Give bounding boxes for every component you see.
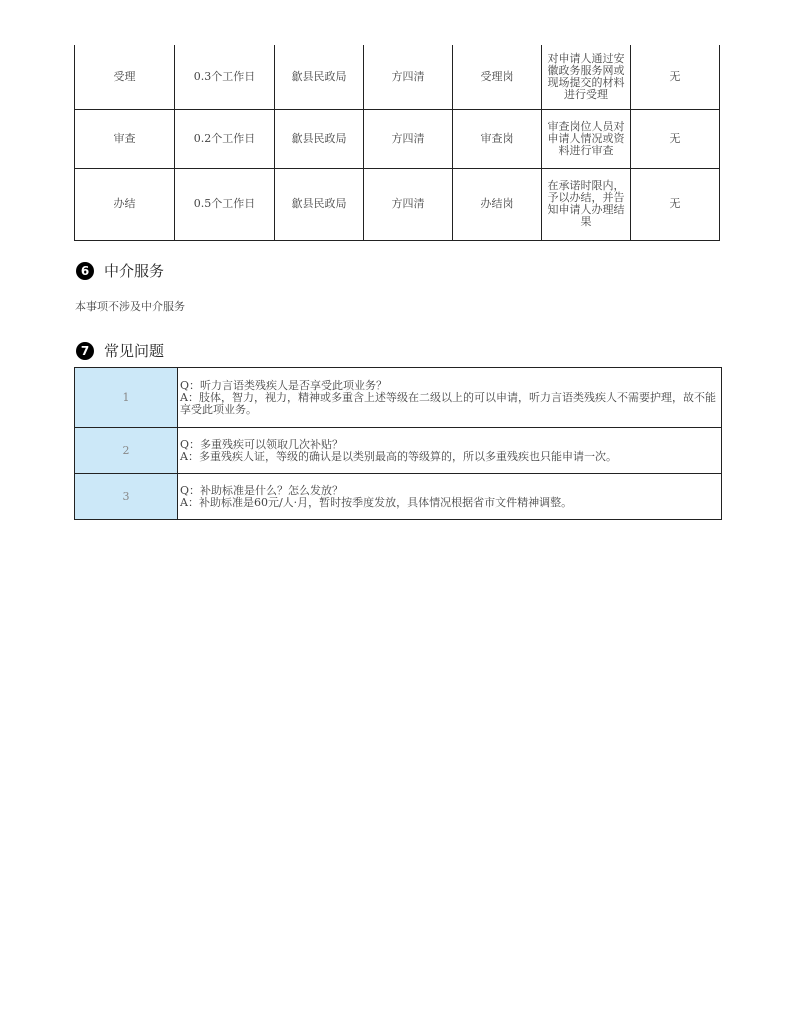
- other-cell: 无: [631, 168, 720, 240]
- faq-index: 3: [75, 474, 178, 520]
- step-cell: 受理: [75, 45, 175, 109]
- faq-content: [178, 368, 722, 428]
- post-cell: 办结岗: [453, 168, 542, 240]
- faq-row: [75, 368, 722, 428]
- section-title: 常见问题: [104, 342, 165, 360]
- faq-question: Q：听力言语类残疾人是否享受此项业务？: [180, 378, 388, 392]
- desc-cell: 审查岗位人员对申请人情况或资料进行审查: [542, 109, 631, 168]
- section-title: 中介服务: [104, 262, 165, 280]
- faq-index: 1: [75, 368, 178, 428]
- faq-row: [75, 474, 722, 520]
- person-cell: 方四清: [364, 45, 453, 109]
- dept-cell: 歙县民政局: [275, 168, 364, 240]
- table-row: [75, 45, 720, 109]
- desc-cell: 在承诺时限内，予以办结，并告知申请人办理结果: [542, 168, 631, 240]
- faq-answer: A：多重残疾人证，等级的确认是以类别最高的等级算的，所以多重残疾也只能申请一次。: [180, 449, 617, 463]
- section-heading-faq: [76, 340, 164, 361]
- table-row: [75, 109, 720, 168]
- person-cell: 方四清: [364, 109, 453, 168]
- person-cell: 方四清: [364, 168, 453, 240]
- faq-answer: A：补助标准是60元/人·月，暂时按季度发放，具体情况根据省市文件精神调整。: [180, 495, 573, 509]
- section-heading-intermediary: [76, 260, 164, 281]
- table-row: [75, 168, 720, 240]
- faq-question: Q：多重残疾可以领取几次补贴？: [180, 437, 344, 451]
- faq-answer: A：肢体，智力，视力，精神或多重含上述等级在二级以上的可以申请，听力言语类残疾人不需要护理，故不能享受此项业务。: [180, 390, 716, 416]
- time-cell: 0.3个工作日: [175, 45, 275, 109]
- faq-table: [74, 367, 722, 520]
- process-table: [74, 45, 720, 241]
- faq-content: [178, 428, 722, 474]
- post-cell: 受理岗: [453, 45, 542, 109]
- intermediary-text: 本事项不涉及中介服务: [75, 300, 185, 313]
- number-7-icon: 7: [76, 342, 94, 360]
- step-cell: 办结: [75, 168, 175, 240]
- dept-cell: 歙县民政局: [275, 45, 364, 109]
- other-cell: 无: [631, 109, 720, 168]
- post-cell: 审查岗: [453, 109, 542, 168]
- dept-cell: 歙县民政局: [275, 109, 364, 168]
- desc-cell: 对申请人通过安徽政务服务网或现场提交的材料进行受理: [542, 45, 631, 109]
- time-cell: 0.5个工作日: [175, 168, 275, 240]
- number-6-icon: 6: [76, 262, 94, 280]
- faq-index: 2: [75, 428, 178, 474]
- time-cell: 0.2个工作日: [175, 109, 275, 168]
- other-cell: 无: [631, 45, 720, 109]
- faq-question: Q：补助标准是什么？怎么发放？: [180, 483, 344, 497]
- faq-content: [178, 474, 722, 520]
- faq-row: [75, 428, 722, 474]
- step-cell: 审查: [75, 109, 175, 168]
